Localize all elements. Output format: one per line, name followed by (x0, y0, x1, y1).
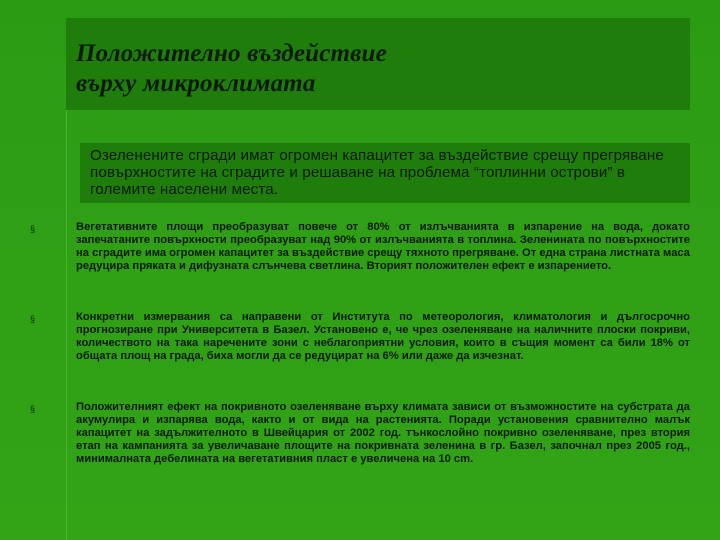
bullet-paragraph-2: Конкретни измервания са направени от Института по метеорология, климатология и дългосрочно прогнозиране при Университета в Базел. Установено е, че чрез озеленяване на наличните плоски покриви, количеството на така наречените зони с неблагоприятни условия, които в същия момент са били 18% от общата площ на града, биха могли да се редуцират на 6% или даже да изчезнат. (76, 311, 690, 362)
slide-title-line-1: Положително въздействие (76, 40, 387, 67)
divider-line (66, 110, 67, 540)
bullet-icon: § (30, 224, 36, 234)
bullet-paragraph-1: Вегетативните площи преобразуват повече от 80% от излъчванията в изпарение на вода, докато запечатаните повърхности преобразуват над 90% от излъчванията в топлина. Зеленината по повърхностите на сградите има огромен капацитет за въздействие срещу тяхното прегряване. От една страна листната маса редуцира пряката и дифузната слънчева светлина. Вторият положителен ефект е изпарението. (76, 221, 690, 272)
bullet-icon: § (30, 404, 36, 414)
slide-title-line-2: върху микроклимата (76, 70, 316, 97)
bullet-icon: § (30, 314, 36, 324)
bullet-paragraph-3: Положителният ефект на покривното озеленяване върху климата зависи от възможностите на субстрата да акумулира и изпарява вода, както и от вида на растенията. Поради установения сравнително малък капацитет на задължителното в Швейцария от 2002 год. тънкослойно покривно озеленяване, през втория етап на кампанията за увеличаване площите на покривната зеленина в гр. Базел, започнал през 2005 год., минималната дебелината на вегетативния пласт е увеличена на 10 cm. (76, 401, 690, 465)
intro-box (80, 143, 690, 203)
title-box (66, 18, 690, 110)
intro-text: Озеленените сгради имат огромен капацитет за въздействие срещу прегряване повърхностите на сградите и решаване на проблема “топлинни острови” в големите населени места. (90, 147, 664, 198)
